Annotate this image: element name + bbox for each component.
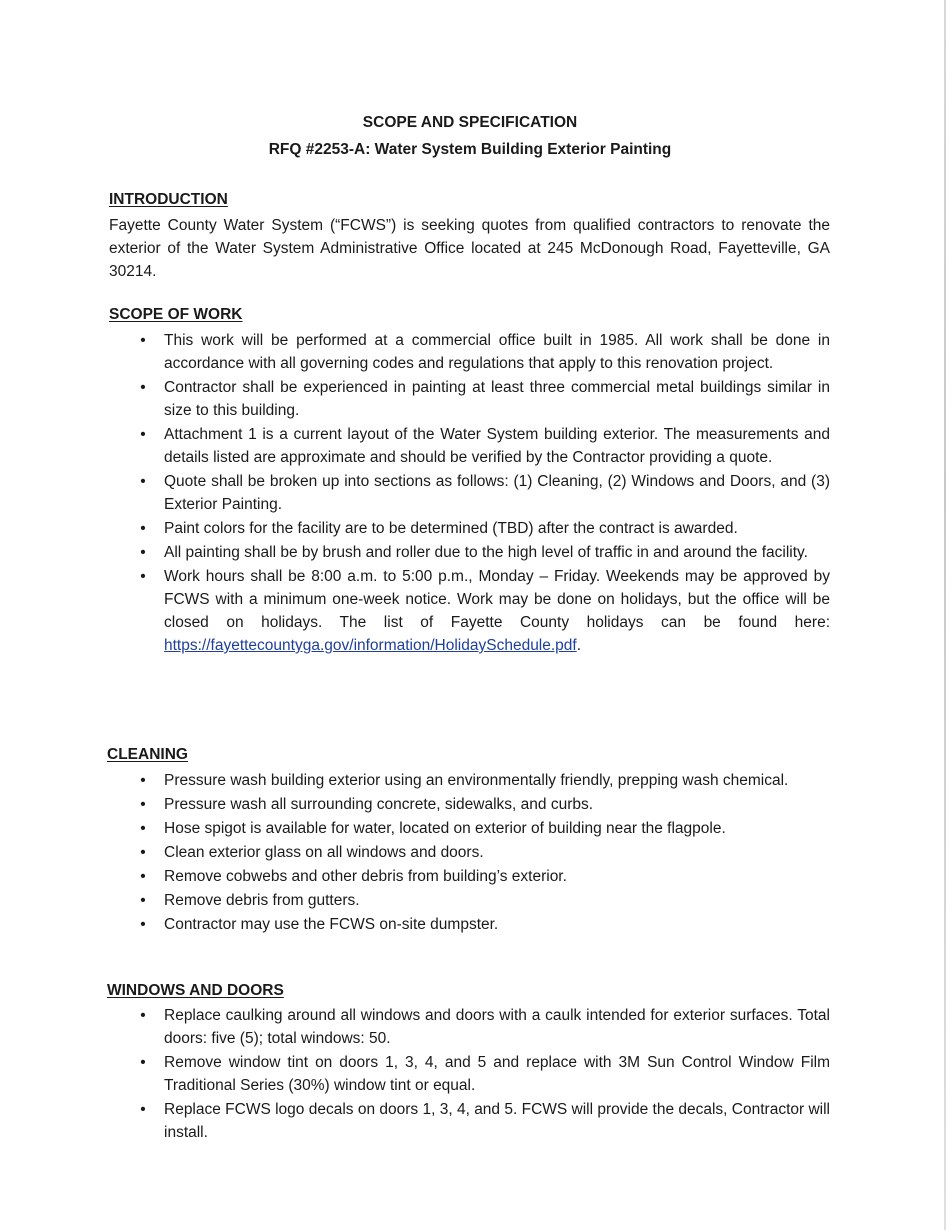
bullet-icon: • xyxy=(140,892,146,909)
introduction-heading: INTRODUCTION xyxy=(109,191,228,208)
list-item-text: Clean exterior glass on all windows and doors. xyxy=(164,844,484,861)
bullet-icon: • xyxy=(140,796,146,813)
list-item xyxy=(0,889,830,912)
list-item xyxy=(0,817,830,840)
list-item xyxy=(0,376,830,422)
list-item-text: Remove window tint on doors 1, 3, 4, and 5 and replace with 3M Sun Control Window Film Traditional Series (30%) window tint or equal. xyxy=(164,1054,830,1094)
bullet-icon: • xyxy=(140,772,146,789)
list-item-text: Contractor may use the FCWS on-site dumpster. xyxy=(164,916,499,933)
list-item xyxy=(0,1098,830,1144)
list-item-text: Pressure wash all surrounding concrete, sidewalks, and curbs. xyxy=(164,796,594,813)
bullet-icon: • xyxy=(140,1007,146,1024)
list-item-text: Replace caulking around all windows and doors with a caulk intended for exterior surfaces. Total doors: five (5); total windows: 50. xyxy=(164,1007,830,1047)
list-item-text: Remove debris from gutters. xyxy=(164,892,360,909)
list-item-text: This work will be performed at a commercial office built in 1985. All work shall be done in accordance with all governing codes and regulations that apply to this renovation project. xyxy=(164,332,830,372)
list-item-text: Paint colors for the facility are to be determined (TBD) after the contract is awarded. xyxy=(164,520,738,537)
list-item-text: Contractor shall be experienced in painting at least three commercial metal buildings similar in size to this building. xyxy=(164,379,830,419)
list-item xyxy=(0,423,830,469)
list-item xyxy=(0,913,830,936)
bullet-icon: • xyxy=(140,1054,146,1071)
list-item-text: Hose spigot is available for water, located on exterior of building near the flagpole. xyxy=(164,820,726,837)
list-item-end: . xyxy=(576,637,582,654)
list-item-text: Remove cobwebs and other debris from building’s exterior. xyxy=(164,868,567,885)
bullet-icon: • xyxy=(140,520,146,537)
list-item-text: Replace FCWS logo decals on doors 1, 3, 4, and 5. FCWS will provide the decals, Contractor will install. xyxy=(164,1101,830,1141)
bullet-icon: • xyxy=(140,916,146,933)
list-item xyxy=(0,1004,830,1050)
bullet-icon: • xyxy=(140,868,146,885)
list-item-text: Quote shall be broken up into sections as follows: (1) Cleaning, (2) Windows and Doors, and (3) Exterior Painting. xyxy=(164,473,830,513)
cleaning-heading: CLEANING xyxy=(107,746,188,763)
scope-list xyxy=(0,329,830,658)
introduction-text: Fayette County Water System (“FCWS”) is seeking quotes from qualified contractors to renovate the exterior of the Water System Administrative Office located at 245 McDonough Road, Fayetteville, GA 30214. xyxy=(109,217,830,280)
list-item-text: All painting shall be by brush and roller due to the high level of traffic in and around the facility. xyxy=(164,544,808,561)
list-item xyxy=(0,769,830,792)
holiday-schedule-link[interactable]: https://fayettecountyga.gov/information/HolidaySchedule.pdf xyxy=(164,637,577,654)
bullet-icon: • xyxy=(140,473,146,490)
list-item xyxy=(0,541,830,564)
list-item xyxy=(0,793,830,816)
windows-doors-heading: WINDOWS AND DOORS xyxy=(107,982,284,999)
list-item xyxy=(0,841,830,864)
bullet-icon: • xyxy=(140,568,146,585)
cleaning-list xyxy=(0,769,830,937)
bullet-icon: • xyxy=(140,1101,146,1118)
bullet-icon: • xyxy=(140,332,146,349)
bullet-icon: • xyxy=(140,844,146,861)
bullet-icon: • xyxy=(140,379,146,396)
list-item xyxy=(0,865,830,888)
bullet-icon: • xyxy=(140,426,146,443)
bullet-icon: • xyxy=(140,544,146,561)
windows-doors-list xyxy=(0,1004,830,1145)
list-item xyxy=(0,565,830,657)
bullet-icon: • xyxy=(140,820,146,837)
list-item xyxy=(0,517,830,540)
list-item xyxy=(0,329,830,375)
list-item-text: Pressure wash building exterior using an environmentally friendly, prepping wash chemical. xyxy=(164,772,789,789)
document-subtitle: RFQ #2253-A: Water System Building Exterior Painting xyxy=(268,141,672,158)
scope-heading: SCOPE OF WORK xyxy=(109,306,243,323)
list-item xyxy=(0,1051,830,1097)
list-item xyxy=(0,470,830,516)
document-title: SCOPE AND SPECIFICATION xyxy=(362,114,578,131)
list-item-text: Work hours shall be 8:00 a.m. to 5:00 p.m., Monday – Friday. Weekends may be approved by FCWS with a minimum one-week notice. Work may be done on holidays, but the office will be closed on holidays. The list of Fayette County holidays can be found here: xyxy=(164,568,830,631)
list-item-text: Attachment 1 is a current layout of the Water System building exterior. The measurements and details listed are approximate and should be verified by the Contractor providing a quote. xyxy=(164,426,830,466)
